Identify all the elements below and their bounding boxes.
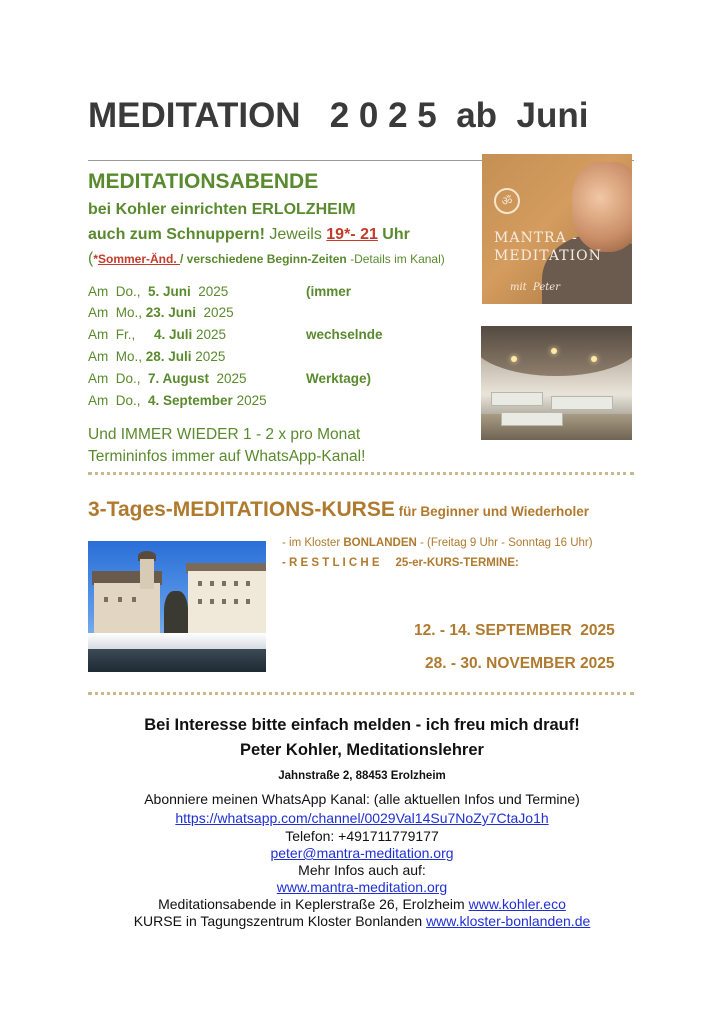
date-year: 2025: [196, 305, 234, 320]
window: [198, 599, 202, 604]
window: [210, 581, 214, 586]
kurse-location-text: KURSE in Tagungszentrum Kloster Bonlanden: [133, 913, 427, 929]
uhr-text: Uhr: [377, 226, 410, 243]
email-row: [0, 845, 724, 861]
date-row: [88, 393, 388, 408]
abende-time-line: [88, 226, 410, 244]
room-mat: [551, 396, 613, 410]
date-prefix: Am Mo.,: [88, 349, 146, 364]
immer-line-2: Termininfos immer auf WhatsApp-Kanal!: [88, 448, 366, 465]
more-info-text: Mehr Infos auch auf:: [298, 862, 426, 878]
date-value: 4. Juli: [154, 327, 193, 342]
note-details: -Details im Kanal): [346, 252, 445, 266]
mantra-image-line1: MANTRA -: [494, 230, 578, 246]
date-prefix: Am Do.,: [88, 371, 149, 386]
building: [94, 583, 160, 639]
window: [246, 581, 250, 586]
window: [104, 597, 108, 602]
kurse-title: 3-Tages-MEDITATIONS-KURSE: [88, 498, 395, 521]
date-row: [88, 371, 388, 386]
kloster-prefix: - im Kloster: [282, 537, 344, 549]
phone: Telefon: +491711779177: [285, 828, 439, 844]
date-note: wechselnde: [306, 327, 383, 342]
date-prefix: Am Fr.,: [88, 327, 155, 342]
address: Jahnstraße 2, 88453 Erolzheim: [278, 770, 446, 782]
kurs-termin-1: 12. - 14. SEPTEMBER 2025: [414, 622, 615, 639]
date-year: 2025: [209, 371, 247, 386]
section-divider-2: [88, 692, 634, 695]
date-value: 5. Juni: [148, 284, 191, 299]
tree: [164, 591, 188, 639]
date-prefix: Am Do.,: [88, 393, 149, 408]
date-row: [88, 327, 388, 342]
kloster-times: - (Freitag 9 Uhr - Sonntag 16 Uhr): [416, 537, 593, 549]
window: [234, 581, 238, 586]
date-row: [88, 349, 388, 364]
time-range: 19*- 21: [326, 226, 378, 243]
window: [198, 581, 202, 586]
date-value: 28. Juli: [145, 349, 192, 364]
date-note: Werktage): [306, 371, 372, 386]
kurse-subtitle: für Beginner und Wiederholer: [394, 504, 590, 519]
jeweils-text: Jeweils: [264, 226, 327, 243]
abende-location: bei Kohler einrichten ERLOLZHEIM: [88, 201, 356, 218]
date-year: 2025: [191, 349, 226, 364]
kohler-link[interactable]: www.kohler.eco: [468, 896, 566, 912]
mantra-meditation-image: [482, 154, 632, 304]
window: [118, 597, 122, 602]
whatsapp-text: Abonniere meinen WhatsApp Kanal: (alle aktuellen Infos und Termine): [144, 791, 580, 807]
note-times: / verschiedene Beginn-Zeiten: [180, 252, 347, 266]
whatsapp-link-row: [0, 810, 724, 826]
immer-wieder-text: [88, 424, 365, 468]
date-value: 7. August: [148, 371, 210, 386]
om-icon: ॐ: [494, 188, 520, 214]
date-value: 4. September: [148, 393, 233, 408]
note-star: *: [93, 252, 98, 266]
page-title: MEDITATION 2 0 2 5 ab Juni: [88, 96, 589, 135]
room-mat: [491, 392, 543, 406]
kloster-name: BONLANDEN: [343, 537, 417, 549]
water: [88, 649, 266, 672]
section-divider-1: [88, 472, 634, 475]
mantra-image-line2: MEDITATION: [494, 248, 602, 264]
date-row: [88, 305, 388, 320]
date-note: (immer: [306, 284, 352, 299]
room-lamp: [511, 356, 517, 362]
website-row: [0, 879, 724, 895]
room-lamp: [551, 348, 557, 354]
kloster-bonlanden-image: [88, 541, 266, 672]
abende-location-row: [0, 896, 724, 912]
date-prefix: Am Mo.,: [88, 305, 146, 320]
date-year: 2025: [190, 284, 229, 299]
portrait-face: [572, 162, 632, 252]
date-value: 23. Juni: [145, 305, 197, 320]
kurs-termin-2: 28. - 30. NOVEMBER 2025: [425, 655, 615, 672]
room-mat: [501, 412, 563, 426]
snow-wall: [88, 633, 266, 649]
window: [246, 599, 250, 604]
tower: [140, 559, 154, 589]
note-summer-change: Sommer-Änd.: [98, 252, 181, 266]
note-open-paren: (: [88, 250, 94, 267]
abende-heading: MEDITATIONSABENDE: [88, 170, 319, 193]
abende-location-text: Meditationsabende in Keplerstraße 26, Erolzheim: [158, 896, 469, 912]
date-row: [88, 284, 388, 299]
mantra-image-signature: mit Peter: [510, 282, 560, 293]
teacher-name: Peter Kohler, Meditationslehrer: [240, 741, 484, 759]
website-link[interactable]: www.mantra-meditation.org: [276, 879, 448, 895]
meditation-room-image: [481, 326, 632, 440]
window: [234, 599, 238, 604]
window: [210, 599, 214, 604]
date-prefix: Am Do.,: [88, 284, 149, 299]
date-year: 2025: [192, 327, 227, 342]
immer-line-1: Und IMMER WIEDER 1 - 2 x pro Monat: [88, 426, 361, 443]
kloster-info: [282, 537, 593, 549]
kurse-location-row: [0, 913, 724, 929]
window: [222, 599, 226, 604]
date-year: 2025: [232, 393, 267, 408]
email-link[interactable]: peter@mantra-meditation.org: [270, 845, 454, 861]
restliche-termine-label: - R E S T L I C H E 25-er-KURS-TERMINE:: [282, 557, 519, 569]
kloster-link[interactable]: www.kloster-bonlanden.de: [426, 913, 591, 929]
kurse-heading: [88, 498, 589, 522]
schnupper-text: auch zum Schnuppern!: [88, 226, 265, 243]
window: [132, 597, 136, 602]
window: [222, 581, 226, 586]
abende-note: [88, 250, 445, 268]
room-lamp: [591, 356, 597, 362]
whatsapp-link[interactable]: https://whatsapp.com/channel/0029Val14Su7NoZy7CtaJo1h: [175, 810, 549, 826]
interest-line: Bei Interesse bitte einfach melden - ich freu mich drauf!: [144, 716, 580, 734]
